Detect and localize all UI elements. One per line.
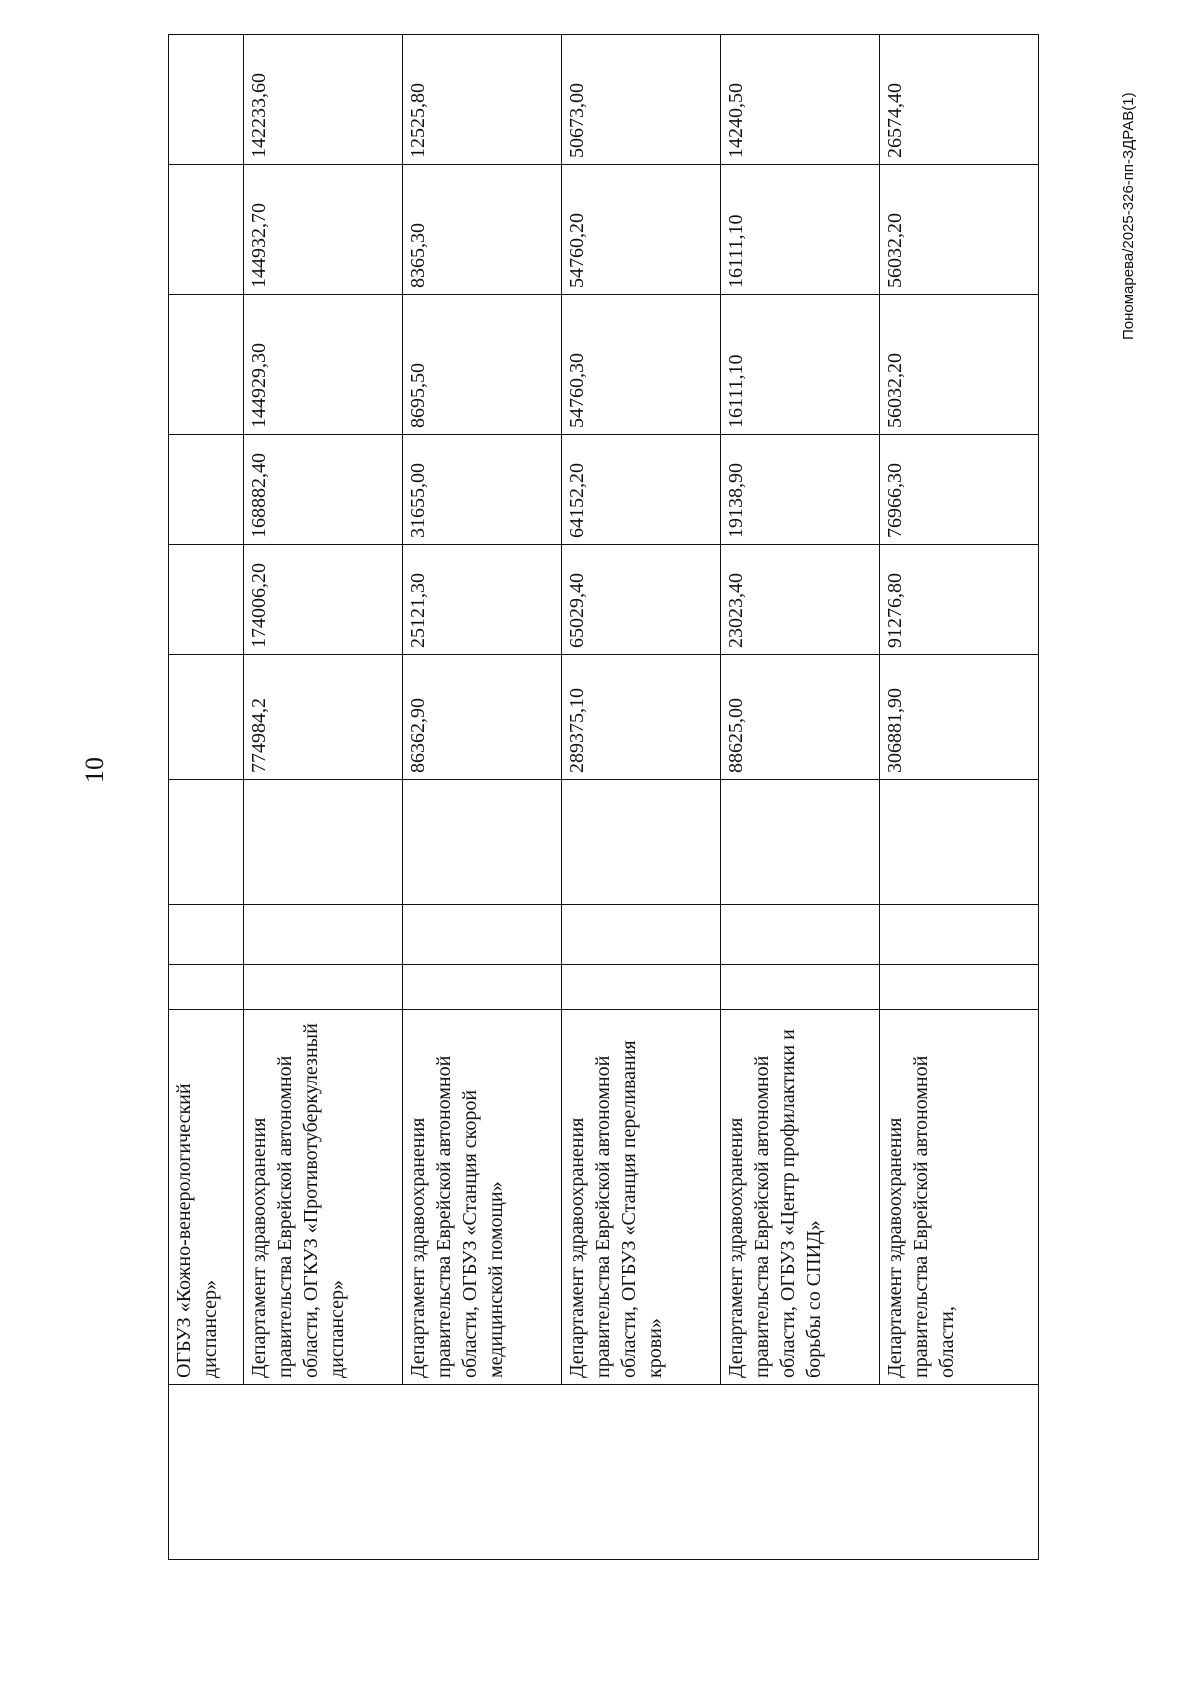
empty-cell — [403, 965, 562, 1010]
empty-cell — [721, 905, 880, 965]
amount-cell-v4: 16111,10 — [721, 295, 880, 435]
empty-cell — [880, 965, 1039, 1010]
amount-cell-v6: 142233,60 — [244, 35, 403, 165]
empty-cell — [562, 905, 721, 965]
empty-cell — [880, 905, 1039, 965]
amount-cell-v1: 86362,90 — [403, 655, 562, 780]
amount-cell-v1: 774984,2 — [244, 655, 403, 780]
table-row — [169, 35, 244, 1560]
empty-cell — [880, 780, 1039, 905]
merged-blank-cell — [169, 1385, 1039, 1560]
empty-cell — [403, 905, 562, 965]
amount-cell-v3: 31655,00 — [403, 435, 562, 545]
organization-name-cell: ОГБУЗ «Кожно-венерологический диспансер» — [169, 1010, 244, 1385]
amount-cell-v4: 54760,30 — [562, 295, 721, 435]
amount-cell-v2: 25121,30 — [403, 545, 562, 655]
amount-cell-v4: 56032,20 — [880, 295, 1039, 435]
organization-name-cell: Департамент здравоохранения правительства Еврейской автономной области, ОГБУЗ «Центр профилактики и борьбы со СПИД» — [721, 1010, 880, 1385]
footer-document-code: Пономарева/2025-326-пп-ЗДРАВ(1) — [1120, 92, 1137, 340]
amount-cell-v3: 76966,30 — [880, 435, 1039, 545]
budget-table — [168, 34, 1039, 1560]
empty-cell — [169, 905, 244, 965]
amount-cell-v3 — [169, 435, 244, 545]
table-row — [403, 35, 562, 1560]
organization-name-cell: Департамент здравоохранения правительства Еврейской автономной области, ОГБУЗ «Станция переливания крови» — [562, 1010, 721, 1385]
empty-cell — [721, 780, 880, 905]
amount-cell-v2 — [169, 545, 244, 655]
organization-name-cell: Департамент здравоохранения правительства Еврейской автономной области, ОГБУЗ «Станция скорой медицинской помощи» — [403, 1010, 562, 1385]
amount-cell-v1: 289375,10 — [562, 655, 721, 780]
amount-cell-v5: 8365,30 — [403, 165, 562, 295]
organization-name-cell: Департамент здравоохранения правительства Еврейской автономной области, ОГКУЗ «Противотуберкулезный диспансер» — [244, 1010, 403, 1385]
amount-cell-v2: 23023,40 — [721, 545, 880, 655]
empty-cell — [562, 965, 721, 1010]
page-number: 10 — [80, 757, 109, 783]
amount-cell-v2: 174006,20 — [244, 545, 403, 655]
amount-cell-v6 — [169, 35, 244, 165]
empty-cell — [562, 780, 721, 905]
amount-cell-v4 — [169, 295, 244, 435]
amount-cell-v4: 144929,30 — [244, 295, 403, 435]
empty-cell — [244, 780, 403, 905]
amount-cell-v6: 26574,40 — [880, 35, 1039, 165]
organization-name-cell: Департамент здравоохранения правительства Еврейской автономной области, — [880, 1010, 1039, 1385]
amount-cell-v3: 19138,90 — [721, 435, 880, 545]
amount-cell-v3: 64152,20 — [562, 435, 721, 545]
amount-cell-v1: 306881,90 — [880, 655, 1039, 780]
amount-cell-v1 — [169, 655, 244, 780]
empty-cell — [169, 965, 244, 1010]
table-row — [721, 35, 880, 1560]
amount-cell-v2: 91276,80 — [880, 545, 1039, 655]
amount-cell-v5: 144932,70 — [244, 165, 403, 295]
empty-cell — [169, 780, 244, 905]
amount-cell-v5: 54760,20 — [562, 165, 721, 295]
table-row — [880, 35, 1039, 1560]
amount-cell-v2: 65029,40 — [562, 545, 721, 655]
empty-cell — [244, 965, 403, 1010]
amount-cell-v5: 16111,10 — [721, 165, 880, 295]
empty-cell — [721, 965, 880, 1010]
amount-cell-v5 — [169, 165, 244, 295]
amount-cell-v6: 12525,80 — [403, 35, 562, 165]
empty-cell — [244, 905, 403, 965]
amount-cell-v3: 168882,40 — [244, 435, 403, 545]
amount-cell-v5: 56032,20 — [880, 165, 1039, 295]
amount-cell-v6: 14240,50 — [721, 35, 880, 165]
table-row — [562, 35, 721, 1560]
amount-cell-v6: 50673,00 — [562, 35, 721, 165]
table-row — [244, 35, 403, 1560]
empty-cell — [403, 780, 562, 905]
amount-cell-v4: 8695,50 — [403, 295, 562, 435]
amount-cell-v1: 88625,00 — [721, 655, 880, 780]
